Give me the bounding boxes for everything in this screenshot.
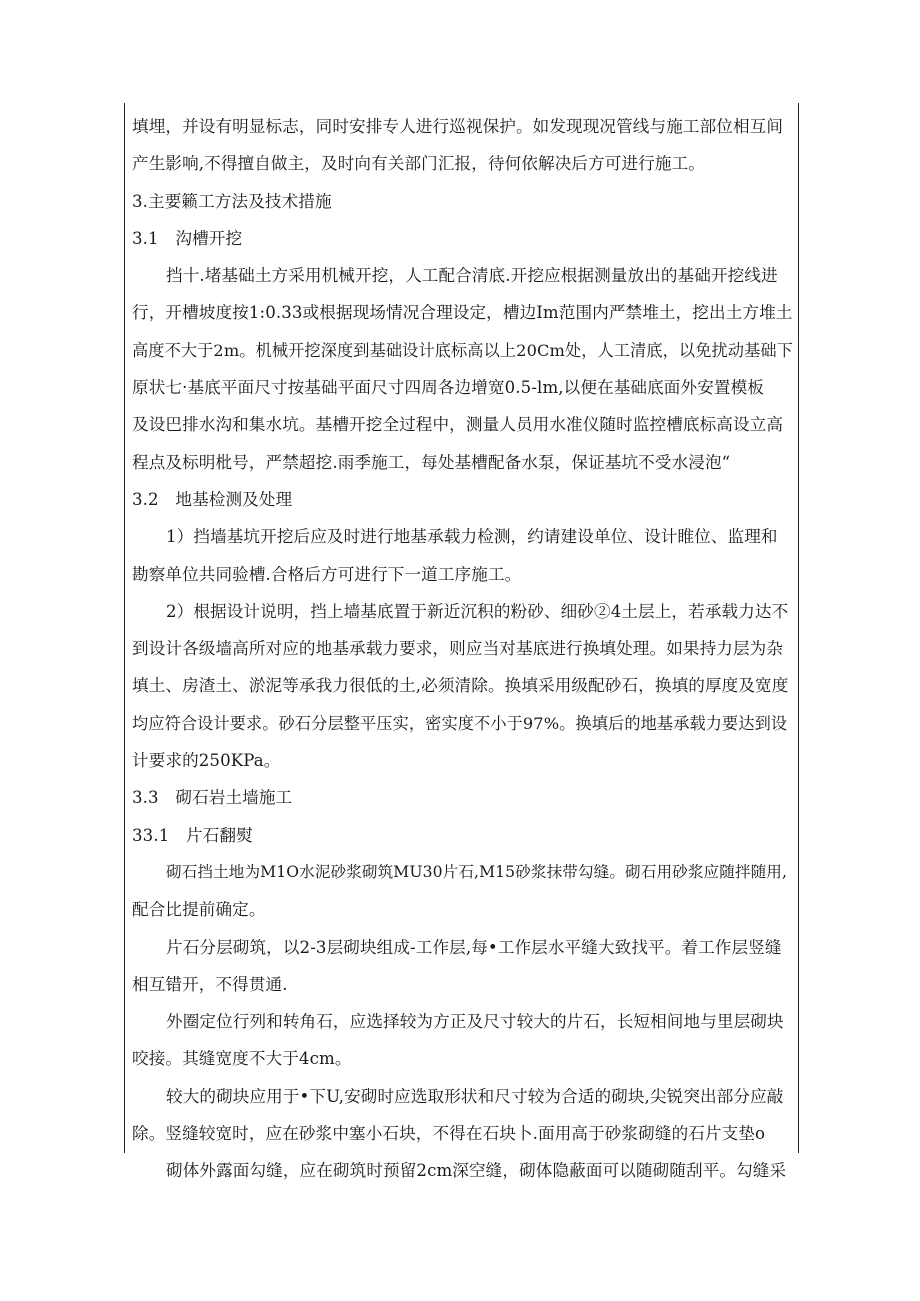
text-line: 到设计各级墙高所对应的地基承载力要求，则应当对基底进行换填处理。如果持力层为杂 [132,639,784,659]
text-line: 原状七·基底平面尺寸按基础平面尺寸四周各边增宽0.5-lm,以便在基础底面外安置模板 [132,378,764,398]
text-line: 1）挡墙基坑开挖后应及时进行地基承载力检测，约请建设单位、设计睢位、监理和 [166,527,778,547]
text-line: 3.2 地基检测及处理 [132,489,293,509]
text-line: 除。竖缝较宽时，应在砂浆中塞小石块，不得在石块卜.面用高于砂浆砌缝的石片支垫o [132,1124,766,1144]
text-line: 产生影响,不得擅自做主，及时向有关部门汇报，待何依解决后方可进行施工。 [132,154,705,174]
text-line: 砌石挡土地为M1O水泥砂浆砌筑MU30片石,M15砂浆抹带勾缝。砌石用砂浆应随拌随用, [166,862,788,881]
text-line: 3.3 砌石岩土墙施工 [132,788,293,808]
text-line: 高度不大于2m。机械开挖深度到基础设计底标高以上20Cm处，人工清底，以免扰动基础下 [132,340,793,360]
text-line: 3.1 沟槽开挖 [132,228,243,248]
text-line: 2）根据设计说明，挡上墙基底置于新近沉积的粉砂、细砂②4土层上，若承载力达不 [166,601,789,621]
text-line: 及设巴排水沟和集水坑。基槽开挖全过程中，测量人员用水准仪随时监控槽底标高设立高 [132,415,784,435]
text-line: 外圈定位行列和转角石，应选择较为方正及尺寸较大的片石，长短相间地与里层砌块 [166,1012,784,1032]
text-line: 相互错开，不得贯通. [132,974,288,994]
text-line: 挡十.堵基础土方采用机械开挖，人工配合清底.开挖应根据测量放出的基础开挖线进 [166,266,778,286]
text-line: 咬接。其缝宽度不大于4cm。 [132,1049,352,1069]
text-line: 程点及标明枇号，严禁超挖.雨季施工，每处基槽配备水泵，保证基坑不受水浸泡“ [132,452,731,472]
text-line: 片石分层砌筑，以2-3层砌块组成-工作层,每•工作层水平缝大致找平。着工作层竖缝 [166,937,782,957]
text-line: 均应符合设计要求。砂石分层整平压实，密实度不小于97%。换填后的地基承载力要达到设 [132,713,788,733]
document-body [132,108,794,1190]
text-line: 33.1 片石翻熨 [132,825,253,845]
text-line: 砌体外露面勾缝，应在砌筑时预留2cm深空缝，砌体隐蔽面可以随砌随刮平。勾缝采 [166,1161,787,1181]
text-line: 填埋，并设有明显标志，同时安排专人进行巡视保护。如发现现况管线与施工部位相互间 [132,117,784,136]
text-line: 配合比提前确定。 [132,900,266,920]
text-line: 行，开槽坡度按1:0.33或根据现场情况合理设定，槽边Im范围内严禁堆土，挖出土方堆土 [132,303,793,323]
text-line: 较大的砌块应用于•下U,安砌时应选取形状和尺寸较为合适的砌块,尖锐突出部分应敲 [166,1086,784,1106]
text-line: 填土、房渣土、淤泥等承我力很低的土,必须清除。换填采用级配砂石，换填的厚度及宽度 [132,676,789,696]
text-line: 3.主要籁工方法及技术措施 [132,191,332,211]
text-line: 计要求的250KPa。 [132,751,281,771]
text-line: 勘察单位共同验槽.合格后方可进行下一道工序施工。 [132,564,522,584]
